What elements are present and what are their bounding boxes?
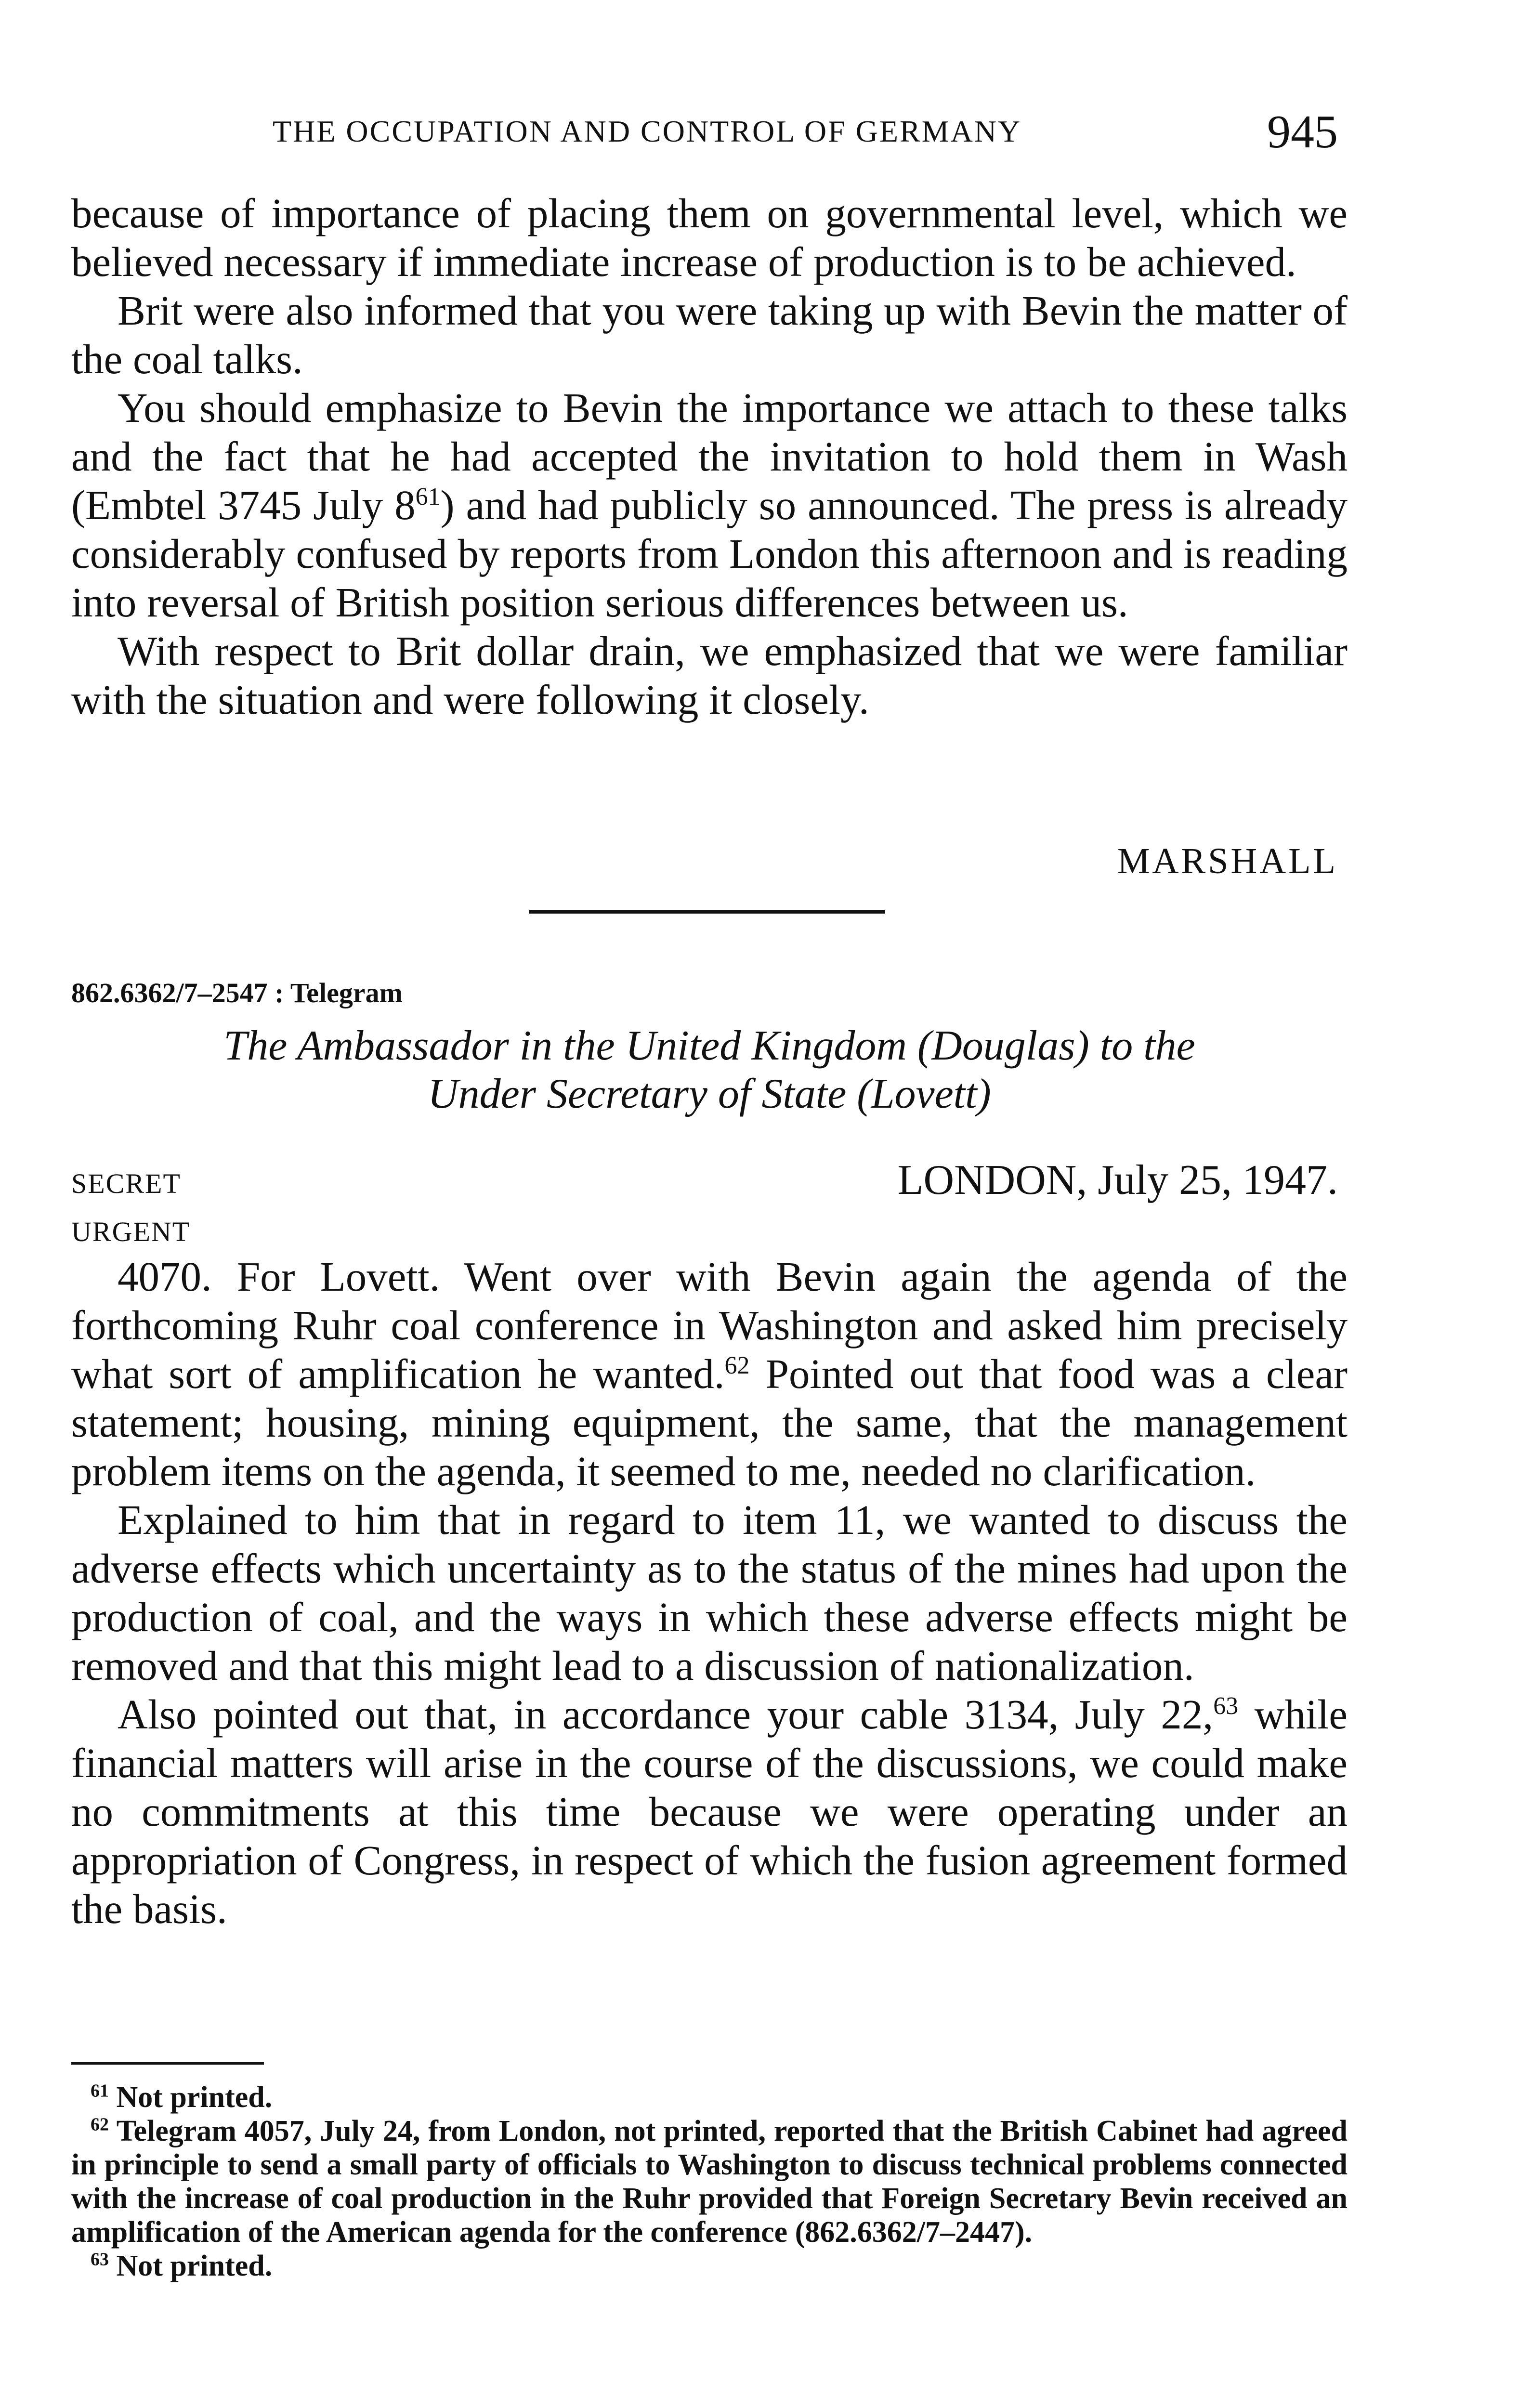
telegram-body: [71, 1252, 1348, 1933]
section-divider: [529, 910, 885, 914]
place-date: LONDON, July 25, 1947.: [897, 1157, 1338, 1204]
footnote: $^{63}$ Not printed.: [91, 2249, 273, 2282]
continued-telegram-text: [71, 189, 1348, 724]
signature: MARSHALL: [1117, 841, 1338, 881]
footnote: $^{61}$ Not printed.: [91, 2081, 273, 2114]
footnote: $^{62}$ Telegram 4057, July 24, from London, not printed, reported that the British Cabinet had agreed in principle to send a small party of officials to Washington to discuss technical problems connected with the increase of coal production in the Ruhr provided that Foreign Secretary Bevin received an amplification of the American agenda for the conference (862.6362/7–2447).: [71, 2114, 1348, 2249]
paragraph: 4070. For Lovett. Went over with Bevin again the agenda of the forthcoming Ruhr coal conference in Washington and asked him precisely what sort of amplification he wanted.$^{62}$ Pointed out that food was a clear statement; housing, mining equipment, the same, that the management problem items on the agenda, it seemed to me, needed no clarification.: [71, 1253, 1348, 1494]
footnotes: [71, 2081, 1348, 2283]
page-number: 945: [1267, 106, 1338, 158]
paragraph: Also pointed out that, in accordance your cable 3134, July 22,63 while financial matters will arise in the course of the discussions, we could make no commitments at this time because we were operating under an appropriation of Congress, in respect of which the fusion agreement formed the basis.: [71, 1691, 1348, 1932]
footnote-ref: 62: [724, 1352, 750, 1379]
running-header: [71, 105, 1348, 158]
paragraph: because of importance of placing them on governmental level, which we believed necessary if immediate increase of production is to be achieved.: [71, 190, 1348, 285]
paragraph: Explained to him that in regard to item 11, we wanted to discuss the adverse effects which uncertainty as to the status of the mines had upon the production of coal, and the ways in which these adverse effects might be removed and that this might lead to a discussion of nationalization.: [71, 1496, 1348, 1689]
paragraph: You should emphasize to Bevin the importance we attach to these talks and the fact that he had accepted the invitation to hold them in Wash (Embtel 3745 July $8^{61}$) and had publicly so announced. The press is already considerably confused by reports from London this afternoon and is reading into reversal of British position serious differences between us.: [71, 384, 1348, 626]
footnote-ref: 63: [1213, 1692, 1239, 1720]
paragraph: Brit were also informed that you were taking up with Bevin the matter of the coal talks.: [71, 287, 1348, 382]
footnote-rule: [71, 2062, 264, 2065]
file-reference: 862.6362/7–2547 : Telegram: [71, 977, 403, 1008]
footnote-ref: 61: [415, 483, 441, 510]
paragraph: With respect to Brit dollar drain, we emphasized that we were familiar with the situation and were following it closely.: [71, 628, 1348, 723]
title-line-2: Under Secretary of State (Lovett): [428, 1071, 991, 1117]
classification-label: SECRET: [71, 1168, 181, 1199]
running-title: THE OCCUPATION AND CONTROL OF GERMANY: [273, 114, 1022, 148]
title-line-1: The Ambassador in the United Kingdom (Douglas) to the: [223, 1022, 1195, 1069]
document-title: [71, 1022, 1348, 1118]
urgency-label: URGENT: [71, 1216, 191, 1247]
telegram-meta: [71, 1156, 1348, 1247]
